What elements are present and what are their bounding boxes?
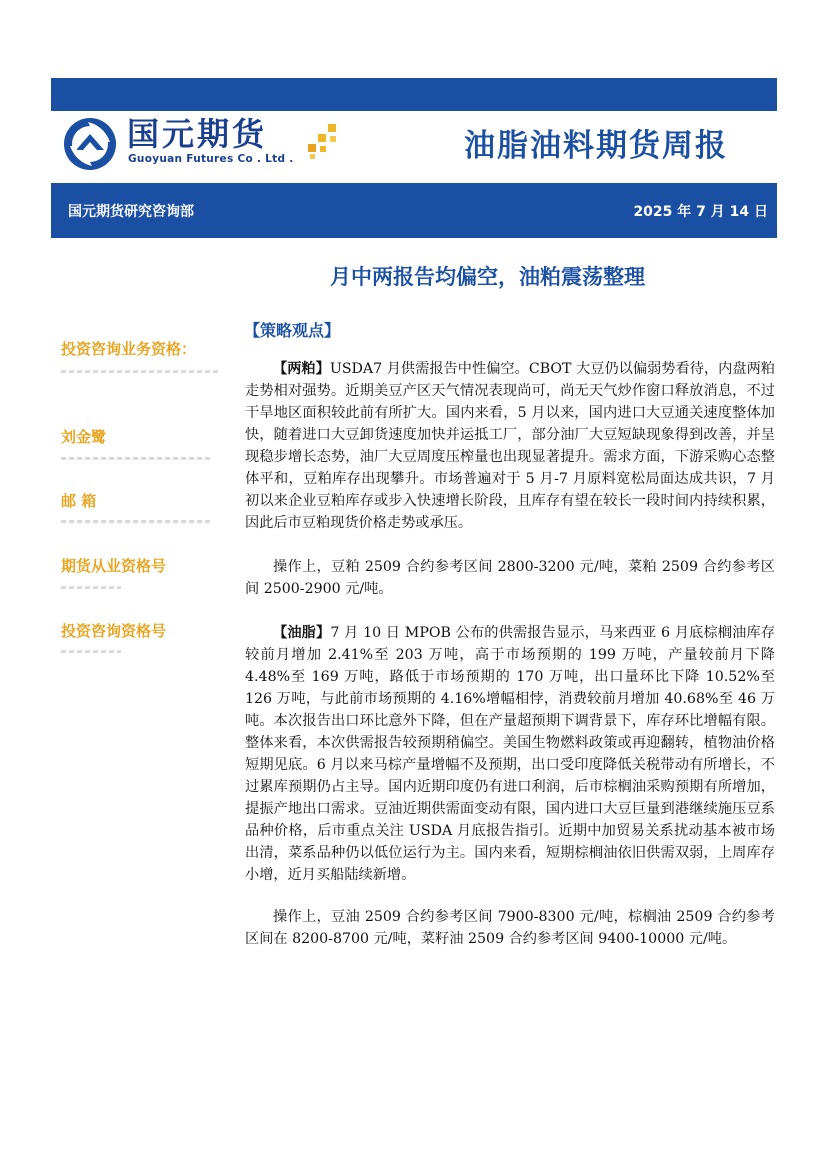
sidebar-futures-license-label: 期货从业资格号 bbox=[61, 557, 167, 575]
sidebar-advisory-license-value bbox=[61, 650, 121, 653]
sidebar-email-value bbox=[61, 520, 211, 523]
section-title-strategy: 【策略观点】 bbox=[244, 321, 341, 340]
company-logo-icon bbox=[62, 116, 118, 172]
header-top-band bbox=[51, 78, 777, 111]
oil-tag: 【油脂】 bbox=[273, 625, 331, 641]
sidebar-email-label: 邮 箱 bbox=[61, 492, 97, 510]
report-title: 油脂油料期货周报 bbox=[464, 128, 728, 164]
paragraph-oil-operation bbox=[245, 906, 775, 950]
logo-decoration-icon bbox=[306, 124, 342, 160]
report-headline: 月中两报告均偏空，油粕震荡整理 bbox=[330, 265, 645, 289]
report-date: 2025 年 7 月 14 日 bbox=[633, 204, 768, 220]
oil-operation-text: 操作上，豆油 2509 合约参考区间 7900-8300 元/吨，棕榈油 2509 合约参考区间在 8200-8700 元/吨，菜籽油 2509 合约参考区间 9400-10000 元/吨。 bbox=[245, 909, 775, 947]
sidebar-analyst-phone bbox=[61, 457, 211, 460]
oil-text: 7 月 10 日 MPOB 公布的供需报告显示，马来西亚 6 月底棕榈油库存较前月增加 2.41%至 203 万吨，高于市场预期的 199 万吨，产量较前月下降 4.48%至 169 万吨，路低于市场预期的 170 万吨，出口量环比下降 10.52%至 126 万吨，与此前市场预期的 4.16%增幅相悖，消费较前月增加 40.68%至 46 万吨。本次报告出口环比意外下降，但在产量超预期下调背景下，库存环比增幅有限。整体来看，本次供需报告较预期稍偏空。美国生物燃料政策或再迎翻转，植物油价格短期见底。6 月以来马棕产量增幅不及预期，出口受印度降低关税带动有所增长，不过累库预期仍占主导。国内近期印度仍有进口利润，后市棕榈油采购预期有所增加，提振产地出口需求。豆油近期供需面变动有限，国内进口大豆巨量到港继续施压豆系品种价格，后市重点关注 USDA 月底报告指引。近期中加贸易关系扰动基本被市场出清，菜系品种仍以低位运行为主。国内来看，短期棕榈油依旧供需双弱，上周库存小增，近月买船陆续新增。 bbox=[245, 625, 775, 883]
paragraph-oil bbox=[245, 622, 775, 886]
sidebar-qualification-value bbox=[61, 370, 221, 373]
meal-text: USDA7 月供需报告中性偏空。CBOT 大豆仍以偏弱势看待，内盘两粕走势相对强势。近期美豆产区天气情况表现尚可，尚无天气炒作窗口释放消息，不过干旱地区面积较此前有所扩大。国内来看，5 月以来，国内进口大豆通关速度整体加快，随着进口大豆卸货速度加快并运抵工厂，部分油厂大豆短缺现象得到改善，并呈现稳步增长态势，油厂大豆周度压榨量也出现显著提升。需求方面，下游采购心态整体平和，豆粕库存出现攀升。市场普遍对于 5 月-7 月原料宽松局面达成共识，7 月初以来企业豆粕库存或步入快速增长阶段，且库存有望在较长一段时间内持续积累，因此后市豆粕现货价格走势或承压。 bbox=[245, 361, 775, 531]
department-name: 国元期货研究咨询部 bbox=[68, 204, 194, 220]
company-name-en: Guoyuan Futures Co . Ltd . bbox=[128, 153, 294, 165]
sidebar-analyst-name: 刘金鹭 bbox=[61, 428, 107, 446]
meal-operation-text: 操作上，豆粕 2509 合约参考区间 2800-3200 元/吨，菜粕 2509 合约参考区间 2500-2900 元/吨。 bbox=[245, 559, 775, 597]
sidebar-qualification-label: 投资咨询业务资格： bbox=[61, 340, 197, 358]
paragraph-meal bbox=[245, 358, 775, 534]
meal-tag: 【两粕】 bbox=[273, 361, 330, 377]
sidebar-futures-license-value bbox=[61, 586, 121, 589]
company-name-cn: 国元期货 bbox=[127, 115, 268, 153]
sidebar-advisory-license-label: 投资咨询资格号 bbox=[61, 622, 167, 640]
paragraph-meal-operation bbox=[245, 556, 775, 600]
